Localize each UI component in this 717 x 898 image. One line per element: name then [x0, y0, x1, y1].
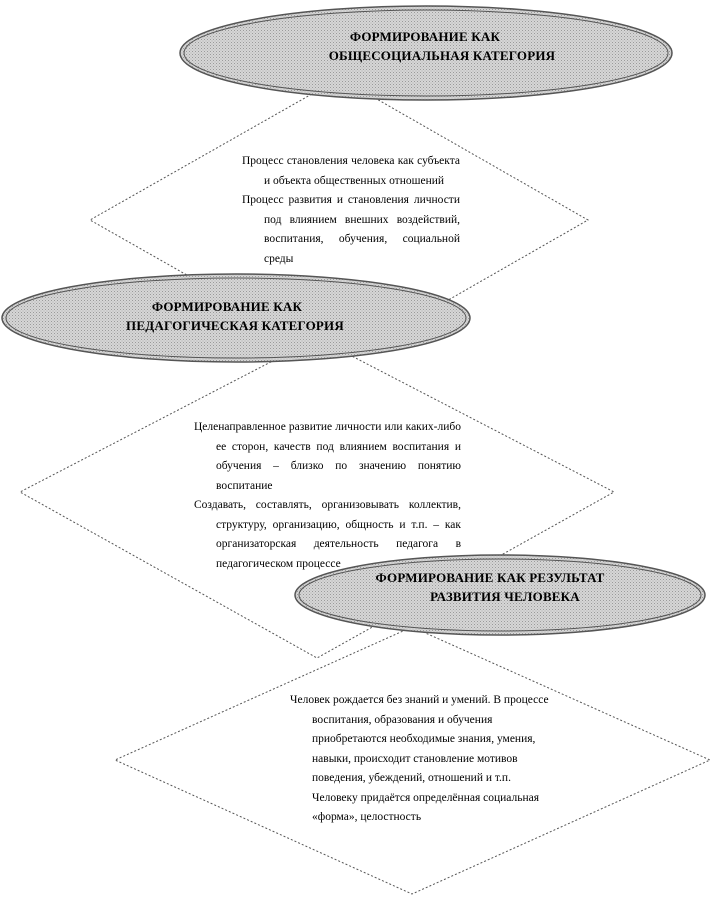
section-3-title-line2: РАЗВИТИЯ ЧЕЛОВЕКА	[430, 589, 580, 604]
section-3-text	[290, 691, 558, 828]
section-1-text	[242, 152, 460, 269]
section-1-item-1: Процесс становления человека как субъекта и объекта общественных отношений	[242, 155, 460, 187]
section-1-item-2: Процесс развития и становления личности под влиянием внешних воздействий, воспитания, обучения, социальной среды	[242, 194, 460, 265]
section-1-title-line1: ФОРМИРОВАНИЕ КАК	[349, 29, 501, 44]
section-2-title	[80, 297, 390, 335]
section-1-title	[260, 27, 590, 65]
section-1-title-line2: ОБЩЕСОЦИАЛЬНАЯ КАТЕГОРИЯ	[328, 48, 556, 63]
section-3-title	[340, 568, 670, 606]
section-2-item-1: Целенаправленное развитие личности или каких-либо ее сторон, качеств под влиянием воспитания и обучения – близко по значению понятию воспитание	[194, 421, 461, 492]
section-2-title-line2: ПЕДАГОГИЧЕСКАЯ КАТЕГОРИЯ	[126, 318, 344, 333]
section-2-item-2: Создавать, составлять, организовывать коллектив, структуру, организацию, общность и т.п. – как организаторская деятельность педагога в педагогическом процессе	[194, 499, 461, 570]
section-2-text	[194, 418, 461, 574]
section-3-item-1: Человек рождается без знаний и умений. В процессе воспитания, образования и обучения приобретаются необходимые знания, умения, навыки, происходит становление мотивов поведения, убеждений, отношений и т.п. Человеку придаётся определённая социальная «форма», целостность	[290, 694, 549, 823]
section-3-title-line1: ФОРМИРОВАНИЕ КАК РЕЗУЛЬТАТ	[375, 570, 605, 585]
section-2-title-line1: ФОРМИРОВАНИЕ КАК	[151, 299, 303, 314]
